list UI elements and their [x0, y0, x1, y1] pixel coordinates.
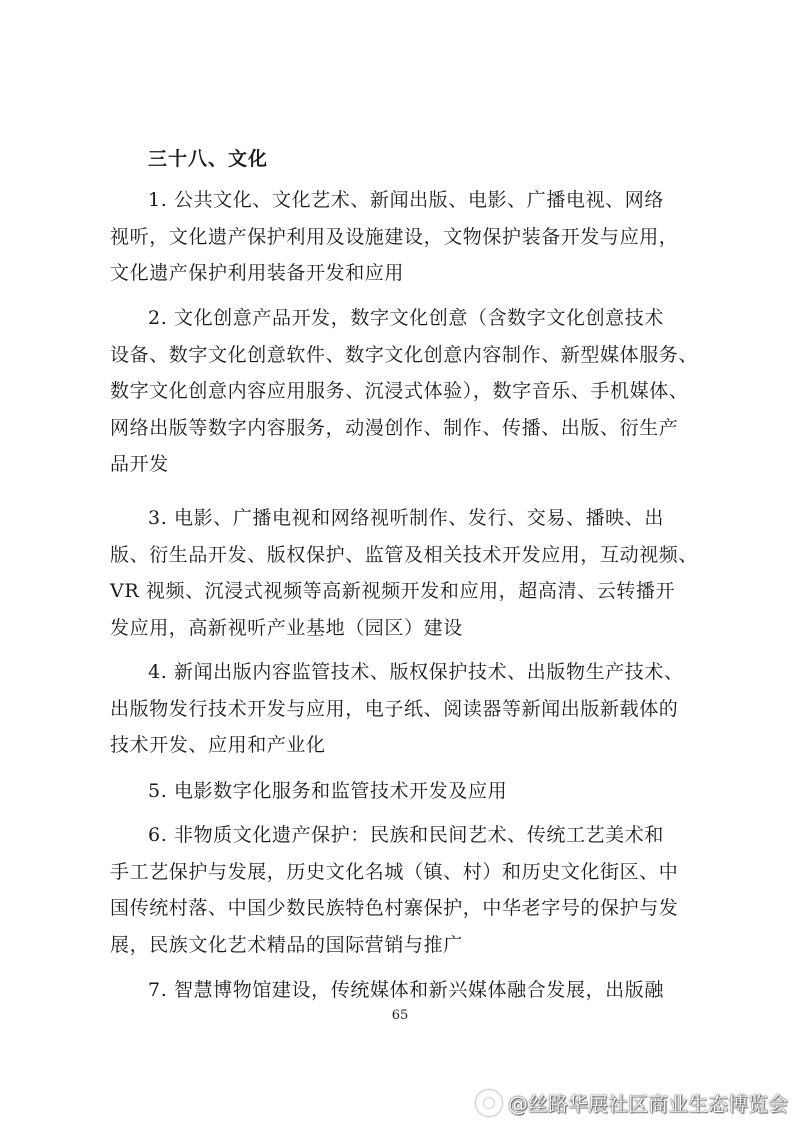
paragraph-line: 出版物发行技术开发与应用，电子纸、阅读器等新闻出版新载体的 [110, 697, 679, 720]
paragraph-line: 手工艺保护与发展，历史文化名城（镇、村）和历史文化街区、中 [110, 860, 679, 883]
paragraph-line: 数字文化创意内容应用服务、沉浸式体验），数字音乐、手机媒体、 [110, 380, 689, 402]
paragraph-line: 设备、数字文化创意软件、数字文化创意内容制作、新型媒体服务、 [110, 343, 699, 366]
paragraph-5 [110, 773, 700, 810]
paragraph-6 [110, 817, 700, 963]
paragraph-line: 展，民族文化艺术精品的国际营销与推广 [110, 933, 463, 956]
paragraph-7 [110, 972, 700, 1009]
paragraph-line: 6. 非物质文化遗产保护：民族和民间艺术、传统工艺美术和 [148, 824, 664, 846]
paragraph-line: 版、衍生品开发、版权保护、监管及相关技术开发应用，互动视频、 [110, 543, 699, 566]
paragraph-line: 网络出版等数字内容服务，动漫创作、制作、传播、出版、衍生产 [110, 416, 679, 439]
paragraph-line: 文化遗产保护利用装备开发和应用 [110, 262, 405, 284]
paragraph-line: 视听，文化遗产保护利用及设施建设，文物保护装备开发与应用， [110, 225, 679, 248]
paragraph-line: 1. 公共文化、文化艺术、新闻出版、电影、广播电视、网络 [148, 189, 664, 211]
watermark-logo-icon [476, 1090, 502, 1116]
paragraph-1 [110, 182, 700, 292]
paragraph-line: 4. 新闻出版内容监管技术、版权保护技术、出版物生产技术、 [148, 661, 684, 683]
paragraph-line: 品开发 [110, 453, 169, 475]
paragraph-line: 国传统村落、中国少数民族特色村寨保护，中华老字号的保护与发 [110, 897, 679, 919]
paragraph-line: 3. 电影、广播电视和网络视听制作、发行、交易、播映、出 [148, 507, 664, 529]
paragraph-4 [110, 654, 700, 764]
section-heading: 三十八、文化 [148, 148, 269, 170]
page-number: 65 [391, 1008, 409, 1023]
paragraph-2 [110, 300, 700, 483]
watermark [476, 1088, 788, 1117]
paragraph-line: VR 视频、沉浸式视频等高新视频开发和应用，超高清、云转播开 [110, 580, 676, 602]
watermark-text: @丝路华展社区商业生态博览会 [508, 1092, 788, 1116]
paragraph-line: 5. 电影数字化服务和监管技术开发及应用 [148, 780, 508, 802]
paragraph-line: 7. 智慧博物馆建设，传统媒体和新兴媒体融合发展，出版融 [148, 979, 664, 1001]
paragraph-line: 发应用，高新视听产业基地（园区）建设 [110, 616, 463, 639]
paragraph-line: 2. 文化创意产品开发，数字文化创意（含数字文化创意技术 [148, 307, 664, 329]
paragraph-line: 技术开发、应用和产业化 [110, 734, 326, 756]
paragraph-3 [110, 500, 700, 646]
